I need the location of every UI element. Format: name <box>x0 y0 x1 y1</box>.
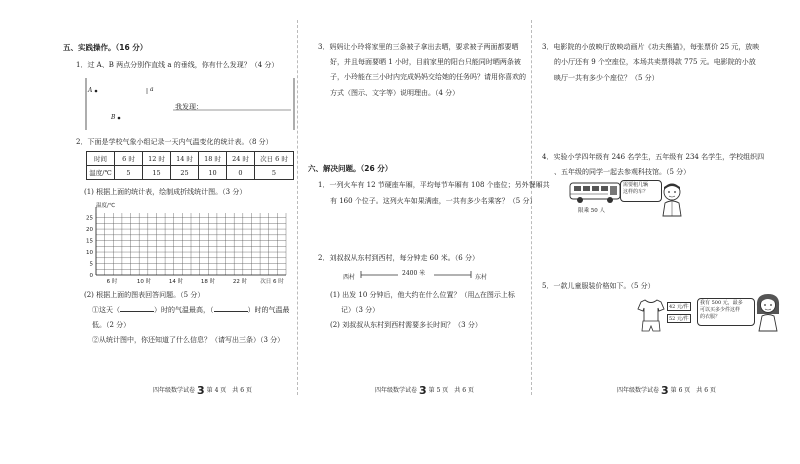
table-cell: 0 <box>227 166 255 180</box>
question-5-2-sub1: (1) 根据上面的统计表，绘制成折线统计图。（3 分） <box>84 188 247 196</box>
question-col2-3-line4: 方式（图示、文字等）说明理由。（4 分） <box>330 89 460 97</box>
question-5-2-sub2-a <box>92 305 290 315</box>
table-cell: 次日 6 时 <box>255 152 294 166</box>
blank-text: ①这天（ <box>92 306 120 314</box>
point-a-label: A <box>88 87 93 94</box>
y-tick-label: 25 <box>86 215 93 222</box>
bubble-line: 的衣服？ <box>700 314 721 320</box>
table-cell: 18 时 <box>199 152 227 166</box>
question-col3-5: 5．一款儿童服装价格如下。（5 分） <box>542 282 655 290</box>
point-b-label: B <box>111 114 116 121</box>
question-6-2-sub2: (2) 刘叔叔从东村到西村需要多长时间？（3 分） <box>330 321 482 329</box>
price-tag-shorts: 52 元/件 <box>669 316 689 322</box>
boy-icon <box>659 182 687 218</box>
point-b <box>118 117 121 120</box>
question-5-1: 1．过 A、B 两点分别作直线 a 的垂线，你有什么发现？（4 分） <box>76 61 279 69</box>
column-divider-left <box>297 20 298 395</box>
footer-number: 3 <box>661 384 669 397</box>
x-tick-label: 18 时 <box>200 279 216 285</box>
table-cell: 6 时 <box>115 152 143 166</box>
table-cell: 14 时 <box>171 152 199 166</box>
question-col2-3-line1: 3．妈妈让小玲将家里的三条被子拿出去晒，要求被子两面都要晒 <box>318 43 519 51</box>
footer-page-4 <box>153 384 252 397</box>
table-row-values <box>87 166 294 180</box>
footer-page: 第 4 页 共 6 页 <box>206 387 252 394</box>
answer-blank-lowest[interactable] <box>214 311 248 312</box>
column-divider-right <box>531 20 532 395</box>
table-cell: 5 <box>255 166 294 180</box>
x-tick-label: 10 时 <box>136 279 152 285</box>
temperature-table <box>86 151 294 180</box>
bubble-line: 这样的车？ <box>623 189 649 195</box>
x-tick-label: 6 时 <box>106 279 118 285</box>
question-6-2-sub1-line1: (1) 出发 10 分钟后，他大约在什么位置？（用△在图示上标 <box>330 291 515 299</box>
question-6-2: 2．刘叔叔从东村到西村，每分钟走 60 米。（6 分） <box>318 254 479 262</box>
footer-page: 第 5 页 共 6 页 <box>428 387 474 394</box>
distance-label: 2400 米 <box>402 270 426 277</box>
west-village-label: 西村 <box>343 274 356 281</box>
question-col3-3-line1: 3．电影院的小放映厅放映动画片《功夫熊猫》，每张票价 25 元，放映 <box>542 43 760 51</box>
footer-prefix: 四年级数学试卷 <box>375 387 418 394</box>
blank-text: ）时的气温最 <box>247 306 290 314</box>
footer-prefix: 四年级数学试卷 <box>153 387 196 394</box>
table-cell: 10 <box>199 166 227 180</box>
question-6-1-line1: 1．一列火车有 12 节硬座车厢，平均每节车厢有 108 个座位；另外餐厢共 <box>318 181 550 189</box>
section6-title: 六、解决问题。（26 分） <box>308 164 393 173</box>
table-cell: 5 <box>115 166 143 180</box>
footer-number: 3 <box>197 384 205 397</box>
y-tick-label: 20 <box>86 227 93 234</box>
question-col3-4-line1: 4．实验小学四年级有 246 名学生，五年级有 234 名学生，学校组织四 <box>542 153 765 161</box>
table-cell: 15 <box>143 166 171 180</box>
table-row-header <box>87 152 294 166</box>
bubble-line: 可以买多少件这样 <box>700 307 741 313</box>
finding-label: 我发现： <box>175 103 203 111</box>
question-5-2-sub2: (2) 根据上面的图表回答问题。（5 分） <box>84 291 205 299</box>
footer-page-5 <box>375 384 474 397</box>
question-col2-3-line2: 好，并且每面要晒 1 小时，目前家里的阳台只能同时晒两条被 <box>330 58 521 66</box>
question-5-2: 2．下面是学校气象小组记录一天内气温变化的统计表。（8 分） <box>76 138 273 146</box>
line-a-label: a <box>150 86 154 93</box>
x-tick-label: 次日 6 时 <box>260 279 284 285</box>
section5-title: 五、实践操作。（16 分） <box>63 43 148 52</box>
question-col3-4-line2: 、五年级的同学一起去参观科技馆。（5 分） <box>554 168 691 176</box>
table-cell: 温度/℃ <box>87 166 115 180</box>
y-tick-label: 15 <box>86 238 93 245</box>
answer-blank-highest[interactable] <box>120 311 154 312</box>
footer-page: 第 6 页 共 6 页 <box>670 387 716 394</box>
bus-icon <box>568 180 624 206</box>
shorts-icon <box>641 320 661 332</box>
east-village-label: 东村 <box>475 274 488 281</box>
point-a <box>95 90 98 93</box>
question-6-1-line2: 有 160 个位子。这列火车如果满座，一共有多少名乘客？（5 分） <box>330 197 537 205</box>
bubble-line: 需要租几辆 <box>623 182 649 188</box>
price-tag-shirt: 42 元/件 <box>669 304 689 310</box>
girl-icon <box>754 292 782 332</box>
y-tick-label: 0 <box>89 273 93 279</box>
footer-number: 3 <box>419 384 427 397</box>
question-col3-3-line3: 映厅一共有多少个座位？（5 分） <box>554 74 659 82</box>
footer-page-6 <box>617 384 716 397</box>
question-col3-3-line2: 的小厅还有 9 个空座位，本场共卖票得款 775 元。电影院的小放 <box>554 58 756 66</box>
blank-text: ）时的气温最高，（ <box>154 306 214 314</box>
y-tick-label: 10 <box>86 250 93 257</box>
table-cell: 时间 <box>87 152 115 166</box>
bubble-line: 我有 500 元，最多 <box>700 300 743 306</box>
question-5-2-sub2-b: ②从统计图中，你还知道了什么信息？（请写出三条）（3 分） <box>92 336 285 344</box>
x-tick-label: 14 时 <box>168 279 184 285</box>
table-cell: 24 时 <box>227 152 255 166</box>
y-tick-label: 5 <box>89 261 93 268</box>
footer-prefix: 四年级数学试卷 <box>617 387 660 394</box>
y-axis-label: 温度/℃ <box>96 203 116 209</box>
x-tick-label: 22 时 <box>232 279 248 285</box>
girl-question-bubble <box>697 298 755 326</box>
bus-capacity-label: 限乘 50 人 <box>578 208 605 214</box>
question-col2-3-line3: 子，小玲能在三小时内完成妈妈交给她的任务吗？请用你喜欢的 <box>330 73 526 81</box>
question-5-2-sub2-a-cont: 低。（2 分） <box>92 321 131 329</box>
table-cell: 25 <box>171 166 199 180</box>
question-6-2-sub1-line2: 记）（3 分） <box>341 306 380 314</box>
table-cell: 12 时 <box>143 152 171 166</box>
bus-question-bubble <box>620 180 662 202</box>
temperature-line-chart <box>78 199 290 285</box>
